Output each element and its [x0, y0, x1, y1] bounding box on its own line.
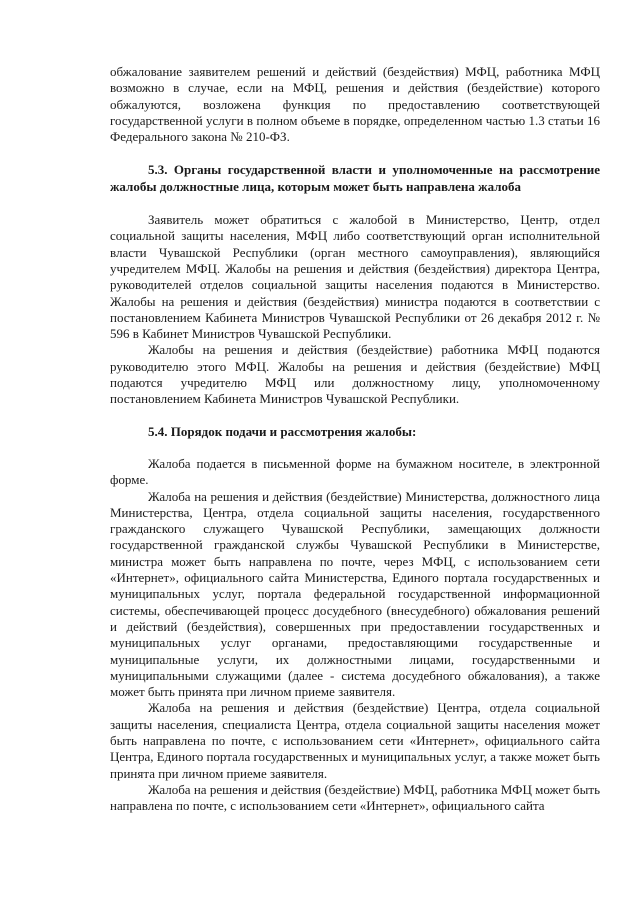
paragraph-mfc-complaints: Жалобы на решения и действия (бездействие) работника МФЦ подаются руководителю этого МФЦ. Жалобы на решения и действия (бездействие) МФЦ подаются учредителю МФЦ или должностному лицу, уполномоченному постановлением Кабинета Министров Чувашской Республики. — [110, 342, 600, 407]
paragraph-complaint-form: Жалоба подается в письменной форме на бумажном носителе, в электронной форме. — [110, 455, 600, 488]
document-body — [110, 64, 600, 814]
section-heading-5-4: 5.4. Порядок подачи и рассмотрения жалобы: — [148, 423, 417, 439]
paragraph-mfc-worker-complaints: Жалоба на решения и действия (бездействие) МФЦ, работника МФЦ может быть направлена по почте, с использованием сети «Интернет», официального сайта — [110, 781, 600, 814]
paragraph-center-complaints: Жалоба на решения и действия (бездействие) Центра, отдела социальной защиты населения, специалиста Центра, отдела социальной защиты населения может быть направлена по почте, с использованием сети «Интернет», официального сайта Центра, Единого портала государственных и муниципальных услуг, а также может быть принята при личном приеме заявителя. — [110, 700, 600, 781]
paragraph-where-to-appeal: Заявитель может обратиться с жалобой в Министерство, Центр, отдел социальной защиты населения, МФЦ либо соответствующий орган исполнительной власти Чувашской Республики (орган местного самоуправления), являющийся учредителем МФЦ. Жалобы на решения и действия (бездействия) директора Центра, руководителей отделов социальной защиты населения подаются в Министерство. Жалобы на решения и действия (бездействия) министра подаются в соответствии с постановлением Кабинета Министров Чувашской Республики от 26 декабря 2012 г. № 596 в Кабинет Министров Чувашской Республики. — [110, 212, 600, 342]
section-heading-5-3: 5.3. Органы государственной власти и уполномоченные на рассмотрение жалобы должностные лица, которым может быть направлена жалоба — [110, 162, 600, 194]
paragraph-ministry-complaints: Жалоба на решения и действия (бездействие) Министерства, должностного лица Министерства, Центра, отдела социальной защиты населения, государственного гражданского служащего Чувашской Республики, замещающих должности государственной гражданской службы Чувашской Республики в Министерстве, министра может быть направлена по почте, через МФЦ, с использованием сети «Интернет», официального сайта Министерства, Единого портала государственных и муниципальных услуг, портала федеральной государственной информационной системы, обеспечивающей процесс досудебного (внесудебного) обжалования решений и действий (бездействия), совершенных при предоставлении государственных и муниципальных услуг органами, предоставляющими государственные и муниципальные услуги, их должностными лицами, государственными и муниципальными служащими (далее - система досудебного обжалования), а также может быть принята при личном приеме заявителя. — [110, 488, 600, 700]
paragraph-complaint-possibility: обжалование заявителем решений и действий (бездействия) МФЦ, работника МФЦ возможно в случае, если на МФЦ, решения и действия (бездействие) которого обжалуются, возложена функция по предоставлению соответствующей государственной услуги в полном объеме в порядке, определенном частью 1.3 статьи 16 Федерального закона № 210-ФЗ. — [110, 64, 600, 145]
